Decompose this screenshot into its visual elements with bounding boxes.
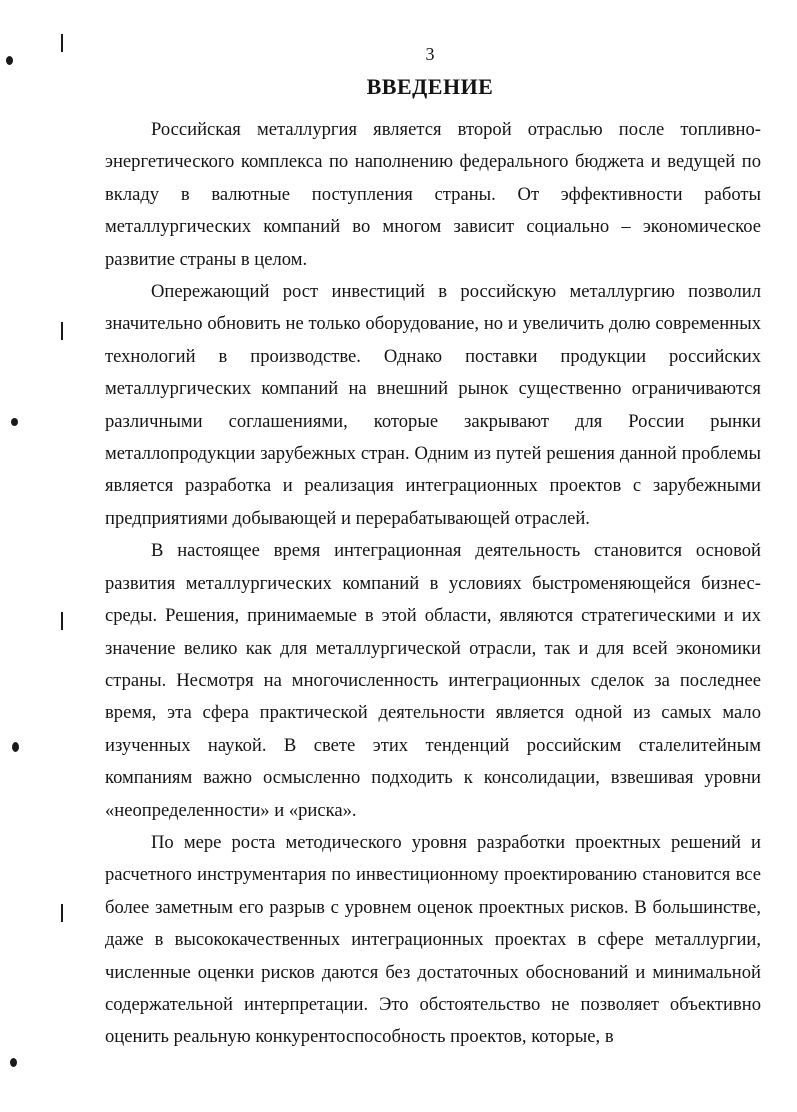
margin-tick	[61, 612, 63, 630]
margin-tick	[61, 322, 63, 340]
margin-tick	[61, 34, 63, 52]
paragraph-3: В настоящее время интеграционная деятельность становится основой развития металлургических компаний в условиях быстроменяющейся бизнес-среды. Решения, принимаемые в этой области, являются стратегическими и их значение велико как для металлургической отрасли, так и для всей экономики страны. Несмотря на многочисленность интеграционных сделок за последнее время, эта сфера практической деятельности является одной из самых мало изученных наукой. В свете этих тенденций российским сталелитейным компаниям важно осмысленно подходить к консолидации, взвешивая уровни «неопределенности» и «риска».	[105, 540, 761, 821]
punch-hole-mark	[6, 56, 13, 65]
punch-hole-mark	[11, 418, 18, 426]
paragraph-4: По мере роста методического уровня разработки проектных решений и расчетного инструментария по инвестиционному проектированию становится все более заметным его разрыв с уровнем оценок проектных рисков. В большинстве, даже в высококачественных интеграционных проектах в сфере металлургии, численные оценки рисков даются без достаточных обоснований и минимальной содержательной интерпретации. Это обстоятельство не позволяет объективно оценить реальную конкурентоспособность проектов, которые, в	[105, 831, 761, 1048]
margin-tick	[61, 904, 63, 922]
paragraph-2: Опережающий рост инвестиций в российскую металлургию позволил значительно обновить не только оборудование, но и увеличить долю современных технологий в производстве. Однако поставки продукции российских металлургических компаний на внешний рынок существенно ограничиваются различными соглашениями, которые закрывают для России рынки металлопродукции зарубежных стран. Одним из путей решения данной проблемы является разработка и реализация интеграционных проектов с зарубежными предприятиями добывающей и перерабатывающей отраслей.	[105, 281, 761, 529]
page-title: ВВЕДЕНИЕ	[366, 74, 494, 99]
page-number: 3	[425, 44, 435, 64]
punch-hole-mark	[10, 1058, 17, 1067]
punch-hole-mark	[12, 742, 19, 752]
document-body	[105, 114, 761, 1054]
paragraph-1: Российская металлургия является второй отраслью после топливно-энергетического комплекса по наполнению федерального бюджета и ведущей по вкладу в валютные поступления страны. От эффективности работы металлургических компаний во многом зависит социально – экономическое развитие страны в целом.	[105, 119, 761, 270]
